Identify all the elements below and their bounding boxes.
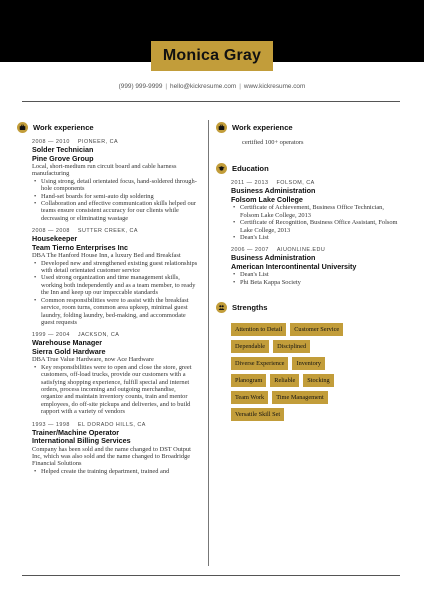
list-item: • Dean's List [231, 271, 402, 278]
list-item: • Certificate of Achievement, Business Office Technician, Folsom Lake College, 2013 [231, 204, 402, 219]
website-link[interactable]: www.kickresume.com [243, 83, 306, 90]
job-role: Warehouse Manager [32, 338, 103, 348]
education-heading [216, 161, 402, 175]
list-item: • Dean's List [231, 234, 402, 241]
section-title: Work experience [33, 122, 94, 132]
list-item: • Common responsibilities were to assist with the breakfast service, room turns, common area upkeep, minimal guest laundry, folding laundry, bed-making, and accommodate guest requests [32, 297, 199, 327]
job-dates: 1999 — 2004 [32, 332, 70, 339]
list-item: • Helped create the training department, trained and [32, 468, 199, 475]
job-entry [32, 332, 199, 415]
job-dates: 2008 — 2008 [32, 228, 70, 235]
name-banner [151, 41, 273, 71]
candidate-name: Monica Gray [162, 47, 262, 64]
strength-tag: Diverse Experience [231, 357, 288, 370]
education-entry [231, 247, 402, 286]
people-icon [216, 302, 227, 313]
phone: (999) 999-9999 [118, 83, 163, 90]
job-role: Trainer/Machine Operator [32, 427, 120, 437]
job-company: Pine Grove Group [32, 153, 94, 163]
list-item: • Certificate of Recognition, Business Office Assistant, Folsom Lake College, 2013 [231, 219, 402, 234]
job-entry [32, 228, 199, 326]
education-school: American Intercontinental University [231, 261, 357, 271]
job-role: Housekeeper [32, 234, 78, 244]
strengths-heading [216, 300, 402, 314]
job-location: EL DORADO HILLS, CA [77, 421, 146, 428]
briefcase-icon [17, 122, 28, 133]
job-location: SUTTER CREEK, CA [77, 228, 138, 235]
left-column [17, 120, 199, 475]
job-company: Sierra Gold Hardware [32, 346, 106, 356]
work-continued-text: certified 100+ operators [242, 139, 304, 146]
list-item: • Using strong, detail orientated focus, hand-soldered through-hole components [32, 178, 199, 193]
work-experience-heading [17, 120, 199, 134]
section-title: Strengths [232, 302, 268, 312]
education-bullets [231, 204, 402, 241]
briefcase-icon [216, 122, 227, 133]
list-item: • Developed new and strengthened existing guest relationships with detail orientated customer service [32, 260, 199, 275]
work-experience-heading [216, 120, 402, 134]
job-dates: 1993 — 1998 [32, 421, 70, 428]
graduation-cap-icon [216, 163, 227, 174]
job-entry [32, 139, 199, 222]
job-location: JACKSON, CA [77, 332, 120, 339]
job-company: International Billing Services [32, 436, 131, 446]
education-entry [231, 180, 402, 241]
education-school: Folsom Lake College [231, 194, 303, 204]
strength-tag: Attention to Detail [231, 323, 286, 336]
job-role: Solder Technician [32, 145, 94, 154]
contact-separator: | [239, 83, 241, 90]
strength-tag: Versatile Skill Set [231, 408, 284, 421]
strength-tag: Customer Service [290, 323, 343, 336]
right-column [216, 120, 402, 425]
email-link[interactable]: hello@kickresume.com [170, 83, 237, 90]
strength-tag: Disciplined [273, 340, 310, 353]
education-location: AIUONLINE.EDU [276, 247, 326, 254]
top-divider [22, 101, 400, 102]
strength-tag: Time Management [272, 391, 328, 404]
job-bullets [32, 364, 199, 416]
list-item: • Key responsibilities were to open and close the store, greet customers, off-load trucks, provide our customers with a satisfying shopping experience, fulfill special and internet orders, process incoming and outgoing merchandise, organize and maintain inventory counts, train and mentor employees, do off-site pickups and deliveries, and to build rapport with a variety of vendors [32, 364, 199, 416]
section-title: Education [232, 163, 269, 173]
strength-tag: Dependable [231, 340, 269, 353]
strength-tag: Team Work [231, 391, 268, 404]
job-dates: 2008 — 2010 [32, 139, 70, 145]
education-dates: 2006 — 2007 [231, 247, 269, 254]
strength-tag: Inventory [292, 357, 324, 370]
list-item: • Phi Beta Kappa Society [231, 279, 402, 286]
bottom-divider [22, 575, 400, 576]
job-entry [32, 422, 199, 476]
strength-tag: Reliable [270, 374, 299, 387]
job-description: Company has been sold and the name changed to DST Output Inc, which was also sold and the name changed to Broadridge Financial Solutions [32, 445, 191, 468]
list-item: • Used strong organization and time management skills, working both independently and as a team member, to ready the Inn and keep up our impeccable standards [32, 274, 199, 296]
strengths-list [231, 323, 367, 425]
list-item: • Collaboration and effective communication skills helped our teams ensure consistent accuracy for our clients while decreasing or eliminating wastage [32, 200, 199, 222]
strength-tag: Planogram [231, 374, 266, 387]
education-degree: Business Administration [231, 186, 316, 196]
job-location: PIONEER, CA [77, 139, 119, 145]
education-dates: 2011 — 2013 [231, 180, 269, 187]
strength-tag: Stocking [303, 374, 333, 387]
section-title: Work experience [232, 122, 293, 132]
job-description: Local, short-medium run circuit board and cable harness manufacturing [32, 163, 177, 178]
contact-line [0, 83, 424, 90]
job-description: DBA True Value Hardware, now Ace Hardware [32, 356, 154, 364]
job-description: DBA The Hanford House Inn, a luxury Bed and Breakfast [32, 252, 181, 260]
list-item: • Hand-set boards for semi-auto dip soldering [32, 193, 199, 200]
education-bullets [231, 271, 402, 286]
education-location: FOLSOM, CA [276, 180, 315, 187]
job-bullets [32, 178, 199, 222]
job-bullets [32, 468, 199, 475]
job-company: Team Tierno Enterprises Inc [32, 242, 128, 252]
column-divider [208, 120, 209, 566]
job-bullets [32, 260, 199, 327]
contact-separator: | [165, 83, 168, 90]
education-degree: Business Administration [231, 253, 316, 263]
